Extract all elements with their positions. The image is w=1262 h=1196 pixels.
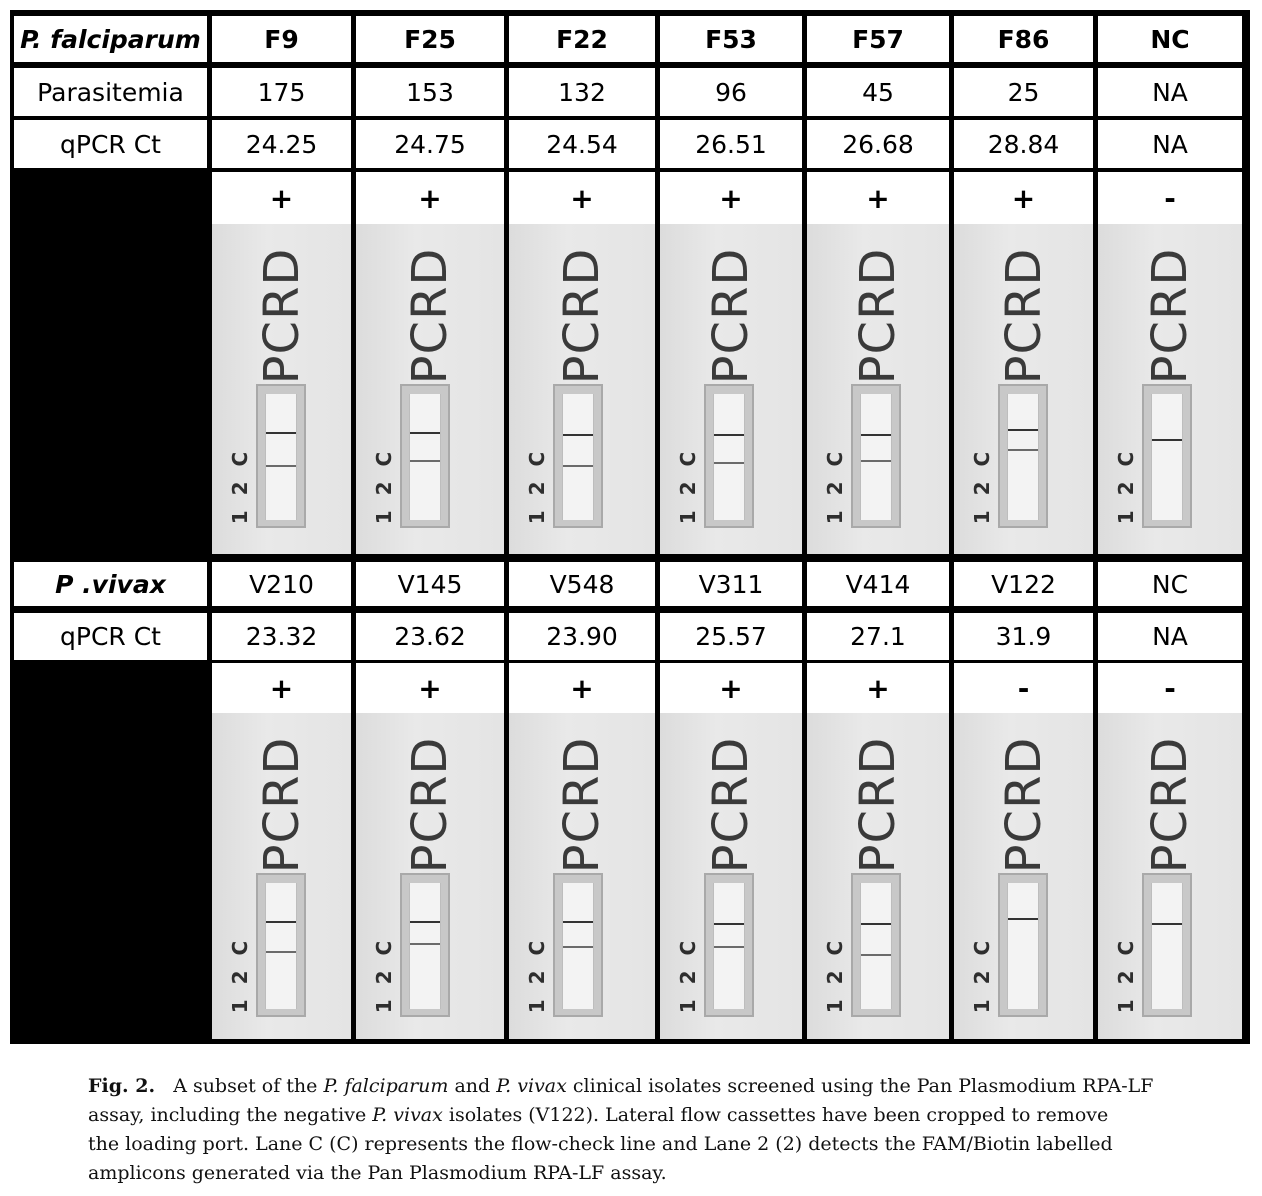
pf-cassette-photo (212, 224, 351, 554)
pf-ct-value: 24.25 (212, 120, 351, 168)
pv-cassette-photo (807, 713, 949, 1039)
parasitemia-value: 175 (212, 68, 351, 116)
control-line (410, 432, 440, 434)
pv-ct-value: 23.90 (509, 613, 655, 660)
test-line (410, 460, 440, 462)
pf-isolate-header: F25 (356, 16, 504, 62)
cassette-window (998, 873, 1048, 1017)
parasitemia-row-label: Parasitemia (14, 68, 207, 116)
pv-isolate-header: V210 (212, 562, 351, 606)
control-line (861, 923, 891, 925)
cassette-lane-labels: 1 2 C (823, 936, 847, 1014)
pv-isolate-header: V145 (356, 562, 504, 606)
cassette-brand-label: PCRD (995, 247, 1052, 385)
control-line (410, 921, 440, 923)
cassette-lane-labels: 1 2 C (228, 936, 252, 1014)
control-line (1152, 923, 1182, 925)
parasitemia-value: 45 (807, 68, 949, 116)
results-figure (10, 10, 1250, 1044)
pv-ct-value: NA (1098, 613, 1242, 660)
pf-species-header: P. falciparum (14, 16, 207, 62)
cassette-brand-label: PCRD (253, 247, 310, 385)
pf-ct-row-label: qPCR Ct (14, 120, 207, 168)
pv-result-sign: - (954, 663, 1093, 713)
species-name: P. vivax (496, 1075, 567, 1097)
cassette-window (704, 873, 754, 1017)
cassette-window (553, 873, 603, 1017)
cassette-brand-label: PCRD (850, 247, 906, 385)
control-line (266, 921, 296, 923)
control-line (563, 921, 593, 923)
pf-result-sign: + (954, 172, 1093, 224)
species-name: P. vivax (372, 1104, 443, 1126)
pv-ct-value: 23.32 (212, 613, 351, 660)
cassette-lane-labels: 1 2 C (823, 447, 847, 525)
pf-ct-value: 26.68 (807, 120, 949, 168)
cassette-lane-labels: 1 2 C (372, 447, 396, 525)
cassette-brand-label: PCRD (703, 247, 759, 385)
pf-ct-value: 24.75 (356, 120, 504, 168)
test-line (861, 954, 891, 956)
pf-cassette-photo (509, 224, 655, 554)
cassette-window (256, 384, 306, 528)
caption-line-4: amplicons generated via the Pan Plasmodium RPA-LF assay. (88, 1162, 667, 1184)
cassette-window (400, 384, 450, 528)
caption-line-3: the loading port. Lane C (C) represents the flow-check line and Lane 2 (2) detects the FAM/Biotin labelled (88, 1133, 1113, 1155)
pv-ct-value: 25.57 (660, 613, 802, 660)
figure-caption (88, 1072, 1238, 1188)
cassette-lane-labels: 1 2 C (228, 447, 252, 525)
control-line (1008, 918, 1038, 920)
pf-cassette-photo (1098, 224, 1242, 554)
pv-ct-value: 23.62 (356, 613, 504, 660)
pf-ct-value: 28.84 (954, 120, 1093, 168)
cassette-window (851, 873, 901, 1017)
test-line (410, 943, 440, 945)
caption-line-1: Fig. 2. A subset of the P. falciparum and P. vivax clinical isolates screened using the Pan Plasmodium RPA-LF (88, 1075, 1154, 1097)
cassette-brand-label: PCRD (703, 736, 759, 874)
cassette-brand-label: PCRD (850, 736, 906, 874)
cassette-lane-labels: 1 2 C (970, 447, 994, 525)
pf-result-sign: + (807, 172, 949, 224)
pf-cassette-photo (660, 224, 802, 554)
species-name: P. falciparum (323, 1075, 449, 1097)
pf-isolate-header: NC (1098, 16, 1242, 62)
pv-isolate-header: V122 (954, 562, 1093, 606)
pv-result-sign: + (356, 663, 504, 713)
cassette-lane-labels: 1 2 C (676, 936, 700, 1014)
cassette-brand-label: PCRD (402, 736, 458, 874)
cassette-window (704, 384, 754, 528)
pf-cassette-photo (954, 224, 1093, 554)
pf-cassette-photo (356, 224, 504, 554)
cassette-brand-label: PCRD (1142, 736, 1198, 874)
test-line (563, 946, 593, 948)
cassette-brand-label: PCRD (1142, 247, 1198, 385)
pf-result-sign: + (356, 172, 504, 224)
pf-result-sign: + (660, 172, 802, 224)
cassette-brand-label: PCRD (253, 736, 310, 874)
parasitemia-value: 153 (356, 68, 504, 116)
cassette-lane-labels: 1 2 C (970, 936, 994, 1014)
cassette-window (256, 873, 306, 1017)
control-line (861, 434, 891, 436)
control-line (714, 923, 744, 925)
cassette-lane-labels: 1 2 C (1114, 936, 1138, 1014)
parasitemia-value: 25 (954, 68, 1093, 116)
pf-ct-value: 26.51 (660, 120, 802, 168)
test-line (714, 462, 744, 464)
pv-isolate-header: V414 (807, 562, 949, 606)
pv-result-sign: + (807, 663, 949, 713)
pv-result-sign: + (660, 663, 802, 713)
pf-ct-value: NA (1098, 120, 1242, 168)
pv-result-sign: + (212, 663, 351, 713)
parasitemia-value: 132 (509, 68, 655, 116)
cassette-lane-labels: 1 2 C (372, 936, 396, 1014)
pv-cassette-photo (212, 713, 351, 1039)
pv-cassette-photo (954, 713, 1093, 1039)
control-line (1152, 439, 1182, 441)
test-line (714, 946, 744, 948)
pv-ct-value: 27.1 (807, 613, 949, 660)
cassette-window (400, 873, 450, 1017)
control-line (266, 432, 296, 434)
cassette-lane-labels: 1 2 C (525, 447, 549, 525)
caption-line-2: assay, including the negative P. vivax isolates (V122). Lateral flow cassettes have been cropped to remove (88, 1104, 1109, 1126)
pv-cassette-photo (1098, 713, 1242, 1039)
pv-cassette-photo (509, 713, 655, 1039)
pf-result-sign: - (1098, 172, 1242, 224)
caption-label: Fig. 2. (88, 1075, 156, 1097)
cassette-brand-label: PCRD (995, 736, 1052, 874)
cassette-window (1142, 873, 1192, 1017)
pv-species-header: P .vivax (14, 562, 207, 606)
cassette-window (553, 384, 603, 528)
pf-result-sign: + (212, 172, 351, 224)
cassette-lane-labels: 1 2 C (676, 447, 700, 525)
pv-isolate-header: V548 (509, 562, 655, 606)
control-line (1008, 429, 1038, 431)
pf-isolate-header: F22 (509, 16, 655, 62)
pv-cassette-photo (660, 713, 802, 1039)
pv-isolate-header: NC (1098, 562, 1242, 606)
parasitemia-value: 96 (660, 68, 802, 116)
test-line (266, 465, 296, 467)
test-line (563, 465, 593, 467)
cassette-window (851, 384, 901, 528)
cassette-window (1142, 384, 1192, 528)
cassette-brand-label: PCRD (554, 247, 610, 385)
pf-ct-value: 24.54 (509, 120, 655, 168)
cassette-lane-labels: 1 2 C (1114, 447, 1138, 525)
test-line (861, 460, 891, 462)
parasitemia-value: NA (1098, 68, 1242, 116)
pf-isolate-header: F9 (212, 16, 351, 62)
cassette-window (998, 384, 1048, 528)
pv-cassette-photo (356, 713, 504, 1039)
pv-result-sign: + (509, 663, 655, 713)
control-line (714, 434, 744, 436)
pf-cassette-photo (807, 224, 949, 554)
pf-isolate-header: F57 (807, 16, 949, 62)
pv-isolate-header: V311 (660, 562, 802, 606)
pf-isolate-header: F86 (954, 16, 1093, 62)
pf-isolate-header: F53 (660, 16, 802, 62)
test-line (266, 951, 296, 953)
pv-ct-value: 31.9 (954, 613, 1093, 660)
cassette-lane-labels: 1 2 C (525, 936, 549, 1014)
pf-result-sign: + (509, 172, 655, 224)
pv-result-sign: - (1098, 663, 1242, 713)
test-line (1008, 449, 1038, 451)
cassette-brand-label: PCRD (554, 736, 610, 874)
cassette-brand-label: PCRD (402, 247, 458, 385)
control-line (563, 434, 593, 436)
pv-ct-row-label: qPCR Ct (14, 613, 207, 660)
